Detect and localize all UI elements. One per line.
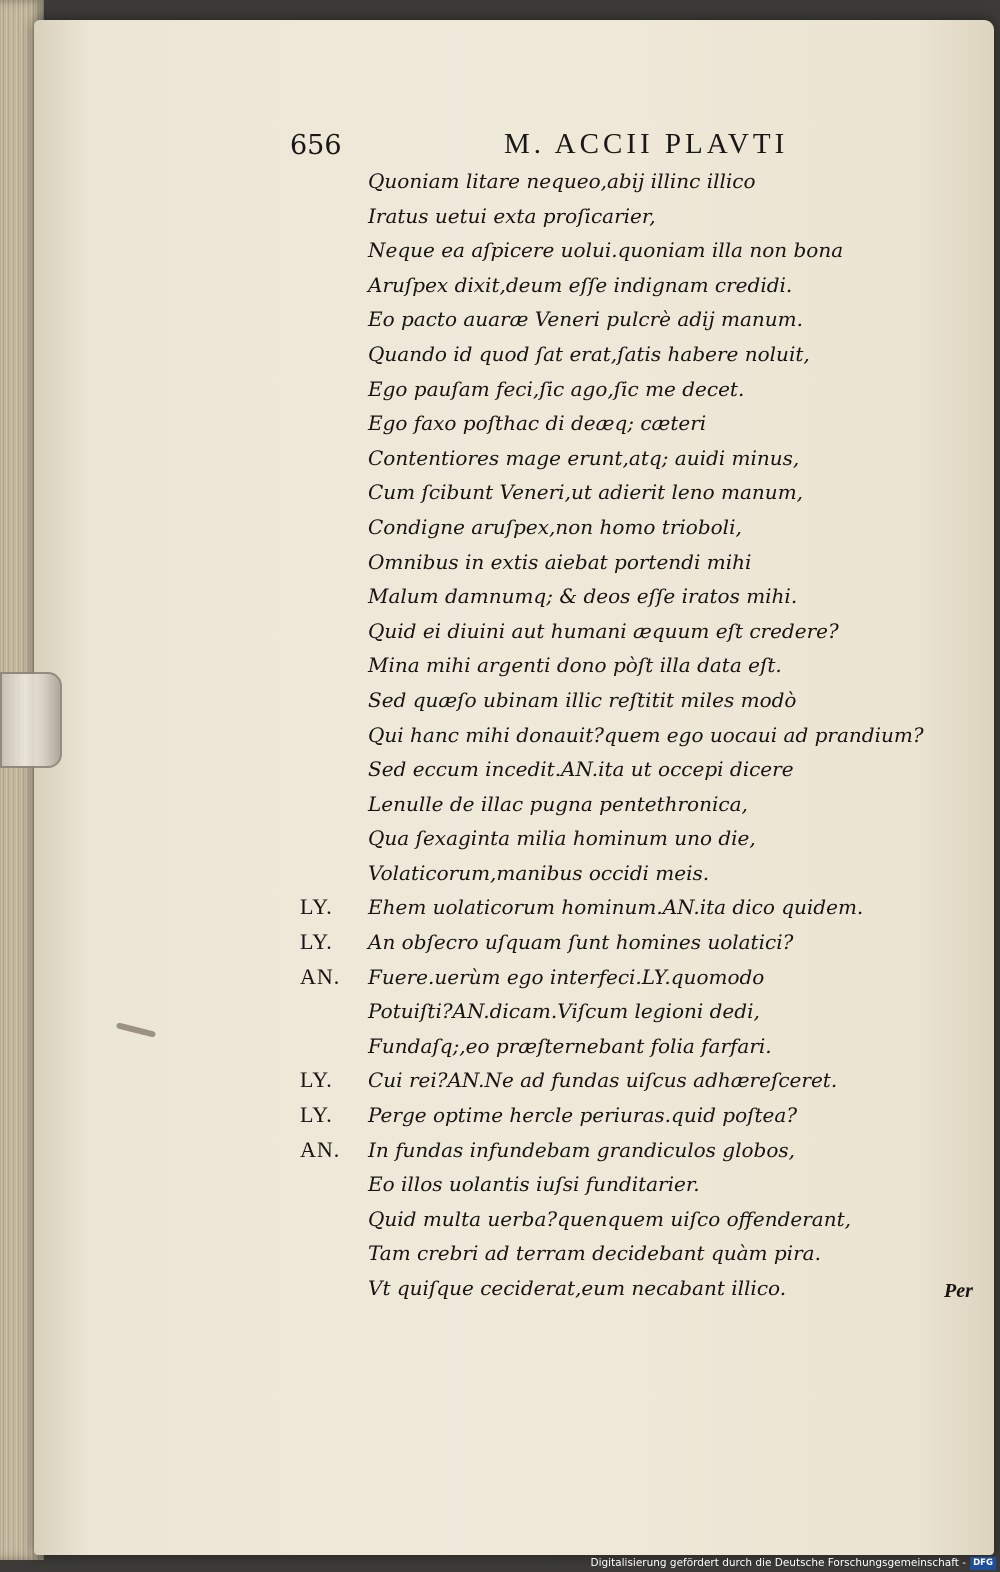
page-number: 656 (290, 130, 342, 161)
verse-text: Contentiores mage erunt,atq; auidi minus, (368, 445, 800, 470)
verse-text: Fuere.uerùm ego interfeci.LY.quomodo (368, 964, 765, 989)
verse-line (300, 199, 940, 234)
verse-text: Potuiſti?AN.dicam.Viſcum legioni dedi, (368, 999, 760, 1024)
verse-line (300, 648, 940, 683)
verse-text: Perge optime hercle periuras.quid poſtea? (368, 1103, 798, 1128)
verse-line (300, 372, 940, 407)
verse-text: Ego pauſam feci,ſic ago,ſic me decet. (368, 376, 745, 401)
verse-line (300, 337, 940, 372)
catchword: Per (944, 1280, 973, 1302)
speaker-label: AN. (300, 963, 341, 989)
verse-text: Volaticorum,manibus occidi meis. (368, 860, 710, 885)
verse-line (300, 787, 940, 822)
verse-line (300, 925, 940, 960)
verse-text: Fundaſq;,eo præſternebant folia farfari. (368, 1033, 772, 1058)
verse-line (300, 579, 940, 614)
verse-text: Lenulle de illac pugna pentethronica, (368, 791, 748, 816)
verse-text: Qui hanc mihi donauit?quem ego uocaui ad prandium? (368, 722, 924, 747)
verse-text: Cum ſcibunt Veneri,ut adierit leno manum, (368, 480, 804, 505)
digitization-credit: Digitalisierung gefördert durch die Deutsche Forschungsgemeinschaft - (590, 1557, 966, 1569)
verse-line (300, 614, 940, 649)
verse-text: Neque ea aſpicere uolui.quoniam illa non bona (368, 238, 844, 263)
verse-line (300, 960, 940, 995)
verse-line (300, 890, 940, 925)
verse-text: Condigne aruſpex,non homo trioboli, (368, 514, 742, 539)
verse-line (300, 683, 940, 718)
verse-text: Ehem uolaticorum hominum.AN.ita dico quidem. (368, 895, 864, 920)
verse-text: Sed quæſo ubinam illic reſtitit miles modò (368, 687, 797, 712)
verse-text: Cui rei?AN.Ne ad fundas uiſcus adhæreſceret. (368, 1068, 838, 1093)
verse-text: Quid ei diuini aut humani æquum eſt credere? (368, 618, 839, 643)
verse-line (300, 545, 940, 580)
verse-text: Ego faxo poſthac di deæq; cæteri (368, 411, 707, 436)
verse-text: Quando id quod ſat erat,ſatis habere noluit, (368, 341, 810, 366)
verse-text: Quoniam litare nequeo,abij illinc illico (368, 169, 756, 193)
dfg-logo: DFG (970, 1557, 996, 1570)
verse-text: Malum damnumq; & deos eſſe iratos mihi. (368, 584, 798, 609)
verse-text: In fundas infundebam grandiculos globos, (368, 1137, 795, 1162)
verse-line (300, 1133, 940, 1168)
speaker-label: LY. (300, 1102, 333, 1128)
verse-line (300, 718, 940, 753)
verse-line (300, 406, 940, 441)
verse-line (300, 268, 940, 303)
verse-text: Mina mihi argenti dono pòſt illa data eſt. (368, 653, 782, 678)
verse-text: Omnibus in extis aiebat portendi mihi (368, 549, 752, 574)
verse-text: Eo illos uolantis iuſsi funditarier. (368, 1172, 700, 1197)
verse-text: Tam crebri ad terram decidebant quàm pira. (368, 1241, 821, 1266)
verse-line (300, 856, 940, 891)
verse-line (300, 821, 940, 856)
speaker-label: LY. (300, 1067, 333, 1093)
verse-text: Vt quiſque ceciderat,eum necabant illico. (368, 1276, 787, 1300)
verse-line (300, 233, 940, 268)
verse-line (300, 475, 940, 510)
speaker-label: AN. (300, 1136, 341, 1162)
verse-text: Aruſpex dixit,deum eſſe indignam credidi. (368, 272, 793, 297)
verse-line (300, 1167, 940, 1202)
verse-text: Qua ſexaginta milia hominum uno die, (368, 826, 756, 851)
verse-line (300, 164, 940, 199)
running-head: M. ACCII PLAVTI (504, 128, 789, 160)
verse-line (300, 1063, 940, 1098)
verse-text: Eo pacto auaræ Veneri pulcrè adij manum. (368, 307, 803, 332)
verse-text: Sed eccum incedit.AN.ita ut occepi dicere (368, 757, 794, 782)
verse-line (300, 1202, 940, 1237)
verse-line (300, 1271, 940, 1306)
verse-text: An obſecro uſquam ſunt homines uolatici? (368, 930, 794, 955)
verse-line (300, 994, 940, 1029)
verse-line (300, 1029, 940, 1064)
verse-line (300, 752, 940, 787)
verse-line (300, 1236, 940, 1271)
verse-line (300, 302, 940, 337)
verse-line (300, 1098, 940, 1133)
page-clip (0, 672, 62, 768)
verse-text: Iratus uetui exta proſicarier, (368, 203, 656, 228)
verse-text: Quid multa uerba?quenquem uiſco offenderant, (368, 1206, 851, 1231)
verse-line (300, 441, 940, 476)
speaker-label: LY. (300, 929, 333, 955)
verse-text-block (300, 164, 940, 1306)
verse-line (300, 510, 940, 545)
speaker-label: LY. (300, 894, 333, 920)
